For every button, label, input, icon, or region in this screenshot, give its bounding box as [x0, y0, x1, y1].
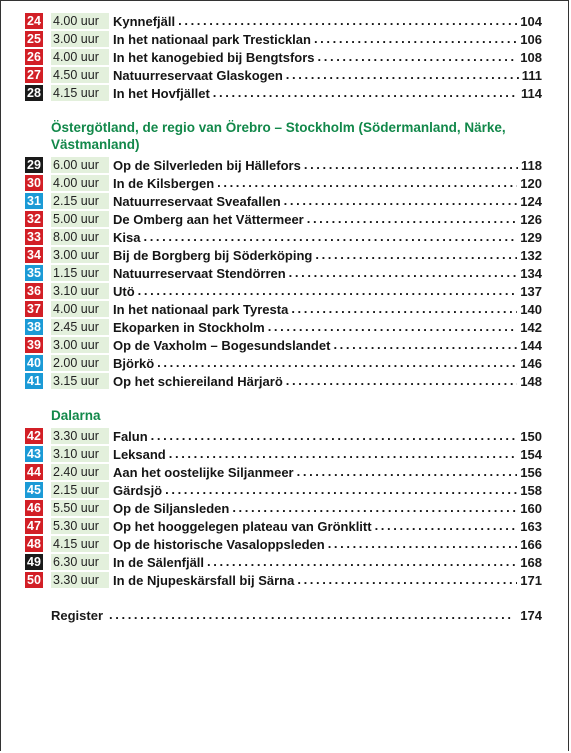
toc-entry[interactable] — [25, 246, 542, 264]
leader-dots — [151, 429, 518, 443]
toc-sections — [25, 12, 542, 589]
leader-dots — [375, 519, 518, 533]
route-duration: 4.00 uur — [51, 175, 109, 191]
route-duration: 5.00 uur — [51, 211, 109, 227]
leader-dots — [217, 176, 517, 190]
register-page: 174 — [520, 607, 542, 623]
route-duration: 3.15 uur — [51, 373, 109, 389]
route-number-badge: 31 — [25, 193, 43, 209]
route-number-badge: 43 — [25, 446, 43, 462]
route-page-number: 156 — [520, 464, 542, 480]
toc-entry[interactable] — [25, 336, 542, 354]
route-page-number: 158 — [520, 482, 542, 498]
route-number-badge: 44 — [25, 464, 43, 480]
route-number-badge: 35 — [25, 265, 43, 281]
leader-dots — [165, 483, 517, 497]
route-title: Leksand — [113, 446, 166, 462]
route-title: In de Sälenfjäll — [113, 554, 205, 570]
toc-section — [25, 119, 542, 390]
route-duration: 3.10 uur — [51, 283, 109, 299]
route-title: Björkö — [113, 355, 155, 371]
toc-section — [25, 407, 542, 589]
route-title: Ekoparken in Stockholm — [113, 319, 265, 335]
route-title: Op de Siljansleden — [113, 500, 230, 516]
toc-entry[interactable] — [25, 354, 542, 372]
route-number-badge: 29 — [25, 157, 43, 173]
toc-section — [25, 12, 542, 102]
toc-entry[interactable] — [25, 463, 542, 481]
route-title: Natuurreservaat Sveafallen — [113, 193, 281, 209]
leader-dots — [138, 284, 518, 298]
route-number-badge: 32 — [25, 211, 43, 227]
route-page-number: 120 — [520, 175, 542, 191]
route-page-number: 146 — [520, 355, 542, 371]
leader-dots — [307, 212, 518, 226]
toc-entry[interactable] — [25, 318, 542, 336]
leader-dots — [297, 465, 518, 479]
section-title: Östergötland, de regio van Örebro – Stockholm (Södermanland, Närke, Västmanland) — [51, 120, 506, 152]
route-number-badge: 27 — [25, 67, 43, 83]
table-of-contents — [25, 12, 542, 624]
route-title: Natuurreservaat Stendörren — [113, 265, 286, 281]
route-number-badge: 39 — [25, 337, 43, 353]
route-page-number: 144 — [520, 337, 542, 353]
route-number-badge: 50 — [25, 572, 43, 588]
route-number-badge: 30 — [25, 175, 43, 191]
route-page-number: 126 — [520, 211, 542, 227]
leader-dots — [333, 338, 517, 352]
toc-entry[interactable] — [25, 66, 542, 84]
register-entry[interactable] — [51, 606, 542, 624]
leader-dots — [289, 266, 518, 280]
route-number-badge: 48 — [25, 536, 43, 552]
leader-dots — [328, 537, 518, 551]
leader-dots — [157, 356, 517, 370]
leader-dots — [304, 158, 518, 172]
leader-dots — [315, 248, 517, 262]
route-duration: 3.00 uur — [51, 337, 109, 353]
route-number-badge: 46 — [25, 500, 43, 516]
route-page-number: 129 — [520, 229, 542, 245]
route-number-badge: 49 — [25, 554, 43, 570]
route-duration: 6.30 uur — [51, 554, 109, 570]
route-title: In de Kilsbergen — [113, 175, 215, 191]
route-page-number: 132 — [520, 247, 542, 263]
route-duration: 2.40 uur — [51, 464, 109, 480]
section-title: Dalarna — [51, 408, 101, 423]
route-number-badge: 24 — [25, 13, 43, 29]
route-duration: 1.15 uur — [51, 265, 109, 281]
route-duration: 4.00 uur — [51, 49, 109, 65]
leader-dots — [291, 302, 517, 316]
toc-entry[interactable] — [25, 210, 542, 228]
route-page-number: 137 — [520, 283, 542, 299]
route-title: Aan het oostelijke Siljanmeer — [113, 464, 294, 480]
route-duration: 4.00 uur — [51, 13, 109, 29]
route-number-badge: 38 — [25, 319, 43, 335]
toc-entry[interactable] — [25, 499, 542, 517]
route-title: Op het hooggelegen plateau van Grönklitt — [113, 518, 372, 534]
route-page-number: 168 — [520, 554, 542, 570]
route-title: Falun — [113, 428, 148, 444]
route-page-number: 104 — [520, 13, 542, 29]
leader-dots — [169, 447, 518, 461]
route-duration: 5.50 uur — [51, 500, 109, 516]
route-duration: 3.30 uur — [51, 572, 109, 588]
route-duration: 2.15 uur — [51, 193, 109, 209]
route-duration: 4.00 uur — [51, 301, 109, 317]
route-page-number: 108 — [520, 49, 542, 65]
route-number-badge: 41 — [25, 373, 43, 389]
route-page-number: 114 — [521, 85, 542, 101]
leader-dots — [109, 608, 514, 622]
route-duration: 4.15 uur — [51, 536, 109, 552]
leader-dots — [286, 374, 518, 388]
leader-dots — [178, 14, 517, 28]
route-number-badge: 42 — [25, 428, 43, 444]
route-number-badge: 36 — [25, 283, 43, 299]
route-number-badge: 47 — [25, 518, 43, 534]
toc-entry[interactable] — [25, 517, 542, 535]
route-page-number: 106 — [520, 31, 542, 47]
route-title: Bij de Borgberg bij Söderköping — [113, 247, 313, 263]
toc-entry[interactable] — [25, 300, 542, 318]
leader-dots — [284, 194, 518, 208]
route-page-number: 140 — [520, 301, 542, 317]
route-page-number: 150 — [520, 428, 542, 444]
toc-entry[interactable] — [25, 30, 542, 48]
toc-entry[interactable] — [25, 535, 542, 553]
route-page-number: 166 — [520, 536, 542, 552]
route-title: In het Hovfjället — [113, 85, 210, 101]
toc-entry[interactable] — [25, 372, 542, 390]
route-page-number: 118 — [521, 157, 542, 173]
route-duration: 4.15 uur — [51, 85, 109, 101]
leader-dots — [143, 230, 517, 244]
toc-entry[interactable] — [25, 282, 542, 300]
toc-entry[interactable] — [25, 427, 542, 445]
toc-entry[interactable] — [25, 12, 542, 30]
toc-entry[interactable] — [25, 84, 542, 102]
toc-entry[interactable] — [25, 228, 542, 246]
route-page-number: 148 — [520, 373, 542, 389]
route-page-number: 163 — [520, 518, 542, 534]
toc-entry[interactable] — [25, 553, 542, 571]
route-duration: 2.00 uur — [51, 355, 109, 371]
route-duration: 3.00 uur — [51, 247, 109, 263]
route-title: In het nationaal park Tresticklan — [113, 31, 311, 47]
route-title: Op de historische Vasaloppsleden — [113, 536, 325, 552]
route-duration: 2.15 uur — [51, 482, 109, 498]
route-number-badge: 28 — [25, 85, 43, 101]
route-duration: 3.00 uur — [51, 31, 109, 47]
route-duration: 2.45 uur — [51, 319, 109, 335]
route-title: De Omberg aan het Vättermeer — [113, 211, 304, 227]
toc-entry[interactable] — [25, 571, 542, 589]
route-page-number: 142 — [520, 319, 542, 335]
route-title: In het kanogebied bij Bengtsfors — [113, 49, 315, 65]
toc-entry[interactable] — [25, 481, 542, 499]
route-title: Op de Silverleden bij Hällefors — [113, 157, 301, 173]
route-duration: 3.10 uur — [51, 446, 109, 462]
register-title: Register — [51, 607, 104, 623]
route-page-number: 134 — [520, 265, 542, 281]
route-title: Op de Vaxholm – Bogesundslandet — [113, 337, 331, 353]
toc-entry[interactable] — [25, 445, 542, 463]
route-page-number: 171 — [520, 572, 542, 588]
route-duration: 5.30 uur — [51, 518, 109, 534]
route-page-number: 154 — [520, 446, 542, 462]
leader-dots — [232, 501, 517, 515]
route-title: Kisa — [113, 229, 141, 245]
route-page-number: 111 — [521, 67, 542, 83]
route-number-badge: 34 — [25, 247, 43, 263]
route-number-badge: 45 — [25, 482, 43, 498]
route-title: In de Njupeskärsfall bij Särna — [113, 572, 295, 588]
route-title: Kynnefjäll — [113, 13, 176, 29]
leader-dots — [213, 86, 518, 100]
leader-dots — [297, 573, 517, 587]
toc-entry[interactable] — [25, 48, 542, 66]
leader-dots — [314, 32, 517, 46]
route-duration: 6.00 uur — [51, 157, 109, 173]
toc-entry[interactable] — [25, 264, 542, 282]
route-page-number: 124 — [520, 193, 542, 209]
route-duration: 4.50 uur — [51, 67, 109, 83]
toc-entry[interactable] — [25, 156, 542, 174]
route-title: In het nationaal park Tyresta — [113, 301, 289, 317]
route-number-badge: 25 — [25, 31, 43, 47]
leader-dots — [207, 555, 517, 569]
leader-dots — [268, 320, 518, 334]
leader-dots — [318, 50, 518, 64]
route-title: Gärdsjö — [113, 482, 163, 498]
leader-dots — [286, 68, 519, 82]
route-title: Utö — [113, 283, 135, 299]
route-title: Natuurreservaat Glaskogen — [113, 67, 283, 83]
route-number-badge: 37 — [25, 301, 43, 317]
route-number-badge: 40 — [25, 355, 43, 371]
toc-entry[interactable] — [25, 192, 542, 210]
toc-entry[interactable] — [25, 174, 542, 192]
route-duration: 8.00 uur — [51, 229, 109, 245]
route-page-number: 160 — [520, 500, 542, 516]
route-number-badge: 26 — [25, 49, 43, 65]
route-number-badge: 33 — [25, 229, 43, 245]
route-title: Op het schiereiland Härjarö — [113, 373, 283, 389]
route-duration: 3.30 uur — [51, 428, 109, 444]
